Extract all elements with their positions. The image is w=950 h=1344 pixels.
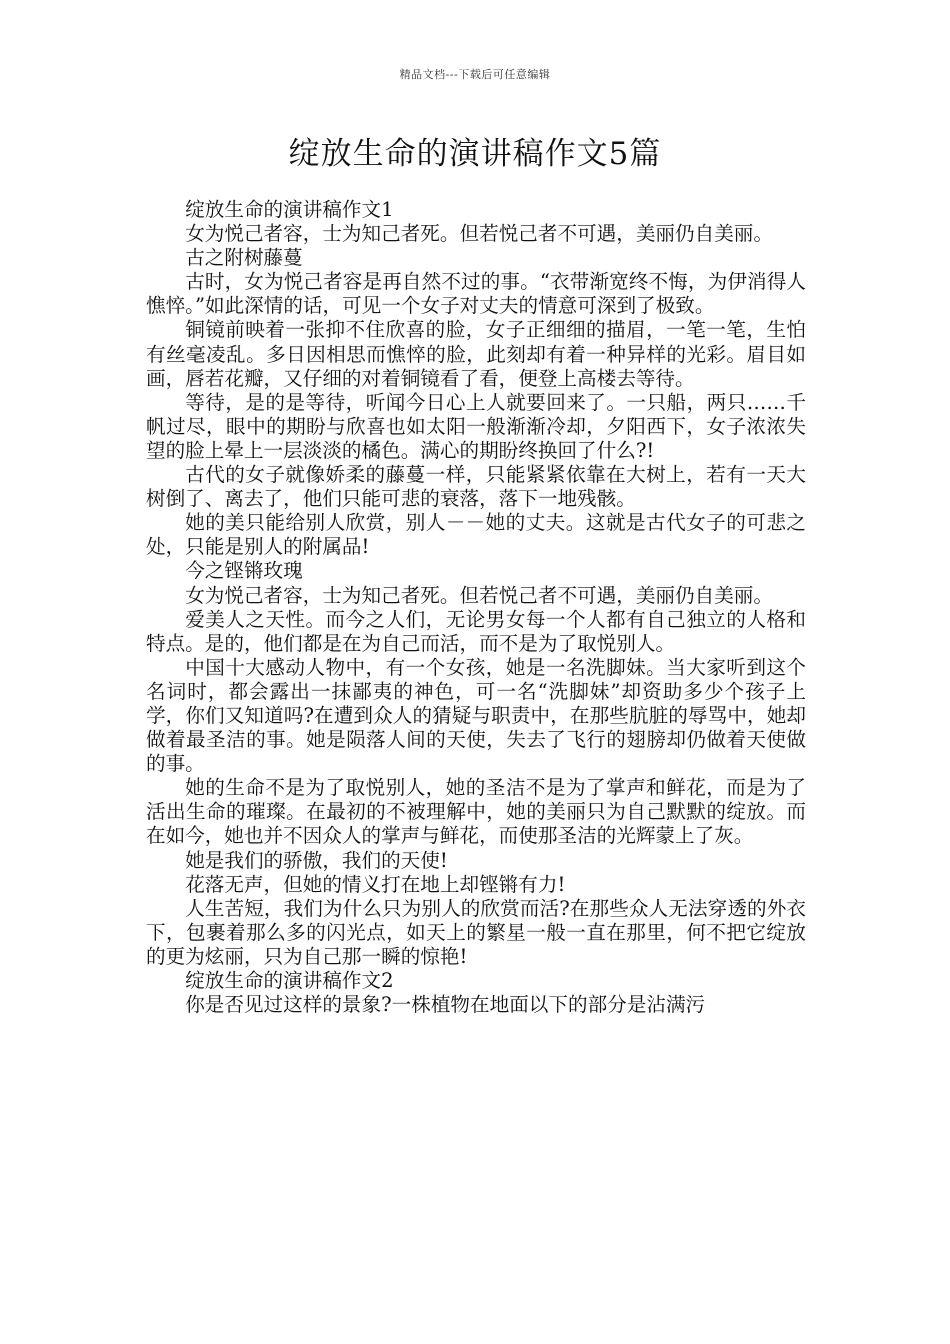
paragraph: 人生苦短，我们为什么只为别人的欣赏而活?在那些众人无法穿透的外衣下，包裹着那么多的闪光点，如天上的繁星一般一直在那里，何不把它绽放的更为炫丽，只为自己那一瞬的惊艳! bbox=[146, 896, 806, 968]
section-heading: 绽放生命的演讲稿作文1 bbox=[185, 198, 394, 221]
paragraph: 古代的女子就像娇柔的藤蔓一样，只能紧紧依靠在大树上，若有一天大树倒了、离去了，他们只能可悲的衰落，落下一地残骸。 bbox=[146, 463, 806, 511]
paragraph: 女为悦己者容，士为知己者死。但若悦己者不可遇，美丽仍自美丽。 bbox=[185, 583, 773, 607]
paragraph: 她的美只能给别人欣赏，别人－－她的丈夫。这就是古代女子的可悲之处，只能是别人的附属品! bbox=[146, 511, 806, 559]
subheading: 今之铿锵玫瑰 bbox=[185, 559, 303, 583]
paragraph: 古时，女为悦己者容是再自然不过的事。“衣带渐宽终不悔，为伊消得人憔悴。”如此深情的话，可见一个女子对丈夫的情意可深到了极致。 bbox=[146, 270, 806, 318]
paragraph: 等待，是的是等待，听闻今日心上人就要回来了。一只船，两只……千帆过尽，眼中的期盼与欣喜也如太阳一般渐渐冷却，夕阳西下，女子浓浓失望的脸上晕上一层淡淡的橘色。满心的期盼终换回了什么?! bbox=[146, 390, 806, 462]
paragraph: 女为悦己者容，士为知己者死。但若悦己者不可遇，美丽仍自美丽。 bbox=[185, 222, 773, 246]
paragraph: 她的生命不是为了取悦别人，她的圣洁不是为了掌声和鲜花，而是为了活出生命的璀璨。在最初的不被理解中，她的美丽只为自己默默的绽放。而在如今，她也并不因众人的掌声与鲜花，而使那圣洁的光辉蒙上了灰。 bbox=[146, 776, 806, 848]
paragraph: 中国十大感动人物中，有一个女孩，她是一名洗脚妹。当大家听到这个名词时，都会露出一抹鄙夷的神色，可一名“洗脚妹”却资助多少个孩子上学，你们又知道吗?在遭到众人的猜疑与职责中，在那些肮脏的辱骂中，她却做着最圣洁的事。她是陨落人间的天使，失去了飞行的翅膀却仍做着天使做的事。 bbox=[146, 655, 806, 776]
paragraph: 爱美人之天性。而今之人们，无论男女每一个人都有自己独立的人格和特点。是的，他们都是在为自己而活，而不是为了取悦别人。 bbox=[146, 607, 806, 655]
paragraph: 铜镜前映着一张抑不住欣喜的脸，女子正细细的描眉，一笔一笔，生怕有丝毫凌乱。多日因相思而憔悴的脸，此刻却有着一种异样的光彩。眉目如画，唇若花瓣，又仔细的对着铜镜看了看，便登上高楼去等待。 bbox=[146, 318, 806, 390]
page-header: 精品文档---下载后可任意编辑 bbox=[399, 68, 551, 81]
paragraph: 花落无声，但她的情义打在地上却铿锵有力! bbox=[185, 872, 566, 896]
document-body bbox=[146, 198, 806, 1017]
paragraph: 她是我们的骄傲，我们的天使! bbox=[185, 848, 448, 872]
subheading: 古之附树藤蔓 bbox=[185, 246, 303, 270]
document-title: 绽放生命的演讲稿作文5篇 bbox=[288, 136, 662, 172]
section-heading: 绽放生命的演讲稿作文2 bbox=[185, 969, 394, 992]
paragraph: 你是否见过这样的景象?一株植物在地面以下的部分是沾满污 bbox=[185, 993, 706, 1017]
